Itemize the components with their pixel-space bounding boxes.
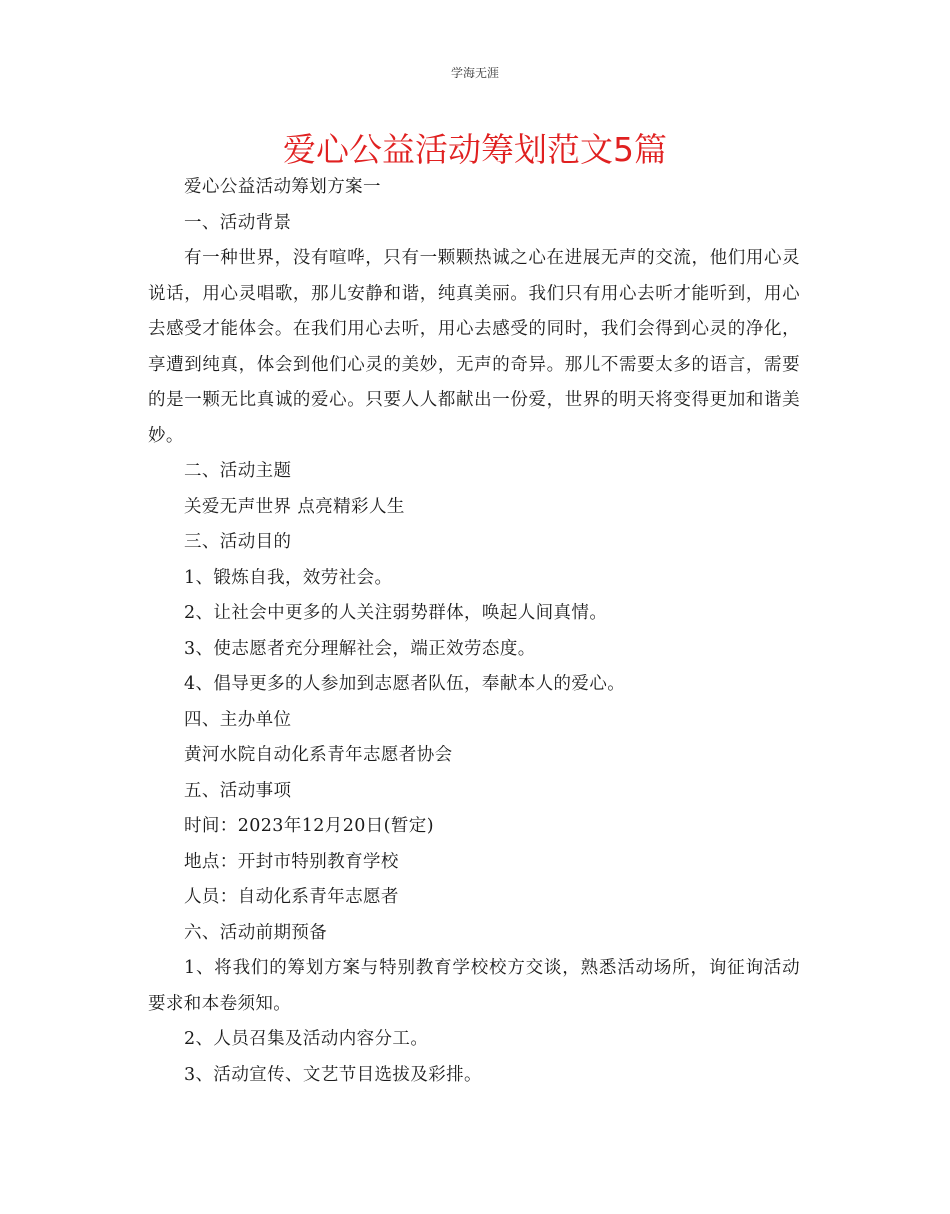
section-heading-theme: 二、活动主题 bbox=[184, 461, 292, 481]
background-paragraph: 有一种世界，没有喧哗，只有一颗颗热诚之心在进展无声的交流，他们用心灵说话，用心灵唱歌，那儿安静和谐，纯真美丽。我们只有用心去听才能听到，用心去感受才能体会。在我们用心去听，用心去感受的同时，我们会得到心灵的净化，享遭到纯真，体会到他们心灵的美妙，无声的奇异。那儿不需要太多的语言，需要的是一颗无比真诚的爱心。只要人人都献出一份爱，世界的明天将变得更加和谐美妙。 bbox=[148, 248, 800, 446]
purpose-item: 4、倡导更多的人参加到志愿者队伍，奉献本人的爱心。 bbox=[184, 674, 626, 694]
document-body bbox=[148, 170, 800, 1093]
purpose-item: 2、让社会中更多的人关注弱势群体，唤起人间真情。 bbox=[184, 603, 608, 623]
preparation-item: 2、人员召集及活动内容分工。 bbox=[184, 1029, 429, 1049]
page-header: 学海无涯 bbox=[450, 66, 499, 80]
document-title: 爱心公益活动筹划范文5篇 bbox=[283, 130, 667, 169]
section-heading-preparation: 六、活动前期预备 bbox=[184, 922, 328, 943]
purpose-item: 3、使志愿者充分理解社会，端正效劳态度。 bbox=[184, 638, 536, 659]
event-location: 地点：开封市特别教育学校 bbox=[184, 851, 399, 872]
theme-text: 关爱无声世界 点亮精彩人生 bbox=[184, 496, 405, 517]
event-personnel: 人员：自动化系青年志愿者 bbox=[184, 887, 399, 907]
section-heading-matters: 五、活动事项 bbox=[184, 780, 292, 801]
section-heading-background: 一、活动背景 bbox=[184, 212, 292, 233]
preparation-item: 3、活动宣传、文艺节目选拔及彩排。 bbox=[184, 1064, 482, 1085]
preparation-item: 1、将我们的筹划方案与特别教育学校校方交谈，熟悉活动场所，询征询活动要求和本卷须知。 bbox=[148, 958, 800, 1014]
section-heading-organizer: 四、主办单位 bbox=[184, 709, 292, 730]
section-heading-purpose: 三、活动目的 bbox=[184, 532, 292, 552]
plan-heading: 爱心公益活动筹划方案一 bbox=[184, 177, 381, 197]
event-time: 时间：2023年12月20日(暂定) bbox=[184, 816, 434, 836]
organizer-text: 黄河水院自动化系青年志愿者协会 bbox=[184, 745, 453, 765]
purpose-item: 1、锻炼自我，效劳社会。 bbox=[184, 567, 393, 588]
